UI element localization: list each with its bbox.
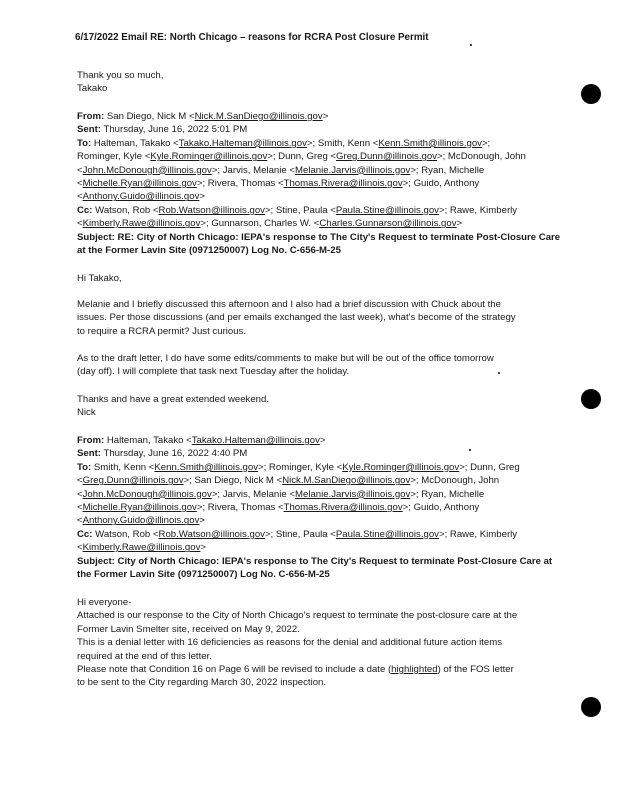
email2-subject-line2: the Former Lavin Site (0971250007) Log No. C-656-M-25 — [77, 569, 330, 581]
email1-to-line4: <Michelle.Ryan@illinois.gov>; Rivera, Thomas <Thomas.Rivera@illinois.gov>; Guido, Anthony — [77, 178, 480, 190]
email1-to-line3: <John.McDonough@illinois.gov>; Jarvis, Melanie <Melanie.Jarvis@illinois.gov>; Ryan, Michelle — [77, 164, 485, 176]
email-link[interactable]: Rob.Watson@illinois.gov — [158, 204, 265, 216]
email-link[interactable]: Thomas.Rivera@illinois.gov — [283, 502, 403, 514]
email1-to-line1: To: Halteman, Takako <Takako.Halteman@illinois.gov>; Smith, Kenn <Kenn.Smith@illinois.gov>; — [77, 137, 491, 149]
email-link[interactable]: Anthony.Guido@illinois.gov — [82, 191, 200, 203]
email-link[interactable]: Melanie.Jarvis@illinois.gov — [295, 164, 411, 176]
subject-label: Subject: — [77, 231, 115, 243]
email1-paragraph1: Melanie and I briefly discussed this afternoon and I also had a brief discussion with Chuck about the issues. Per those discussions (and per emails exchanged the last week), what's become of the strategy to require a RCRA permit? Just curious. — [77, 299, 516, 337]
email-link[interactable]: Greg.Dunn@illinois.gov — [336, 151, 437, 163]
to-label: To: — [77, 461, 92, 473]
highlighted-word: highlighted — [391, 664, 438, 676]
email-link[interactable]: Anthony.Guido@illinois.gov — [82, 515, 200, 527]
email2-to-line5: <Anthony.Guido@illinois.gov> — [77, 515, 205, 527]
email-link[interactable]: Takako.Halteman@illinois.gov — [191, 435, 320, 446]
email-link[interactable]: Kyle.Rominger@illinois.gov — [342, 461, 460, 473]
email1-sent: Sent: Thursday, June 16, 2022 5:01 PM — [77, 124, 248, 136]
email-link[interactable]: Michelle.Ryan@illinois.gov — [82, 178, 197, 190]
sent-label: Sent: — [77, 448, 101, 460]
email-link[interactable]: Kenn.Smith@illinois.gov — [154, 461, 258, 473]
page-header: 6/17/2022 Email RE: North Chicago – reasons for RCRA Post Closure Permit — [75, 32, 429, 43]
email1-cc-line1: Cc: Watson, Rob <Rob.Watson@illinois.gov>; Stine, Paula <Paula.Stine@illinois.gov>; Rawe, Kimberly — [77, 204, 518, 216]
email-link[interactable]: Rob.Watson@illinois.gov — [158, 528, 265, 540]
to-label: To: — [77, 137, 92, 149]
email-link[interactable]: Paula.Stine@illinois.gov — [335, 528, 439, 540]
email2-sent: Sent: Thursday, June 16, 2022 4:40 PM — [77, 448, 248, 460]
email1-from: From: San Diego, Nick M <Nick.M.SanDiego@illinois.gov> — [77, 111, 329, 122]
email-link[interactable]: John.McDonough@illinois.gov — [82, 488, 212, 500]
email1-subject-line2: at the Former Lavin Site (0971250007) Log No. C-656-M-25 — [77, 245, 341, 257]
email1-subject-line1: Subject: RE: City of North Chicago: IEPA's response to The City's Request to terminate Post-Closure Care — [77, 231, 561, 243]
email2-to-line4: <Michelle.Ryan@illinois.gov>; Rivera, Thomas <Thomas.Rivera@illinois.gov>; Guido, Anthony — [77, 502, 480, 514]
email2-from: From: Halteman, Takako <Takako.Halteman@illinois.gov> — [77, 435, 326, 446]
cc-label: Cc: — [77, 528, 93, 540]
email1-to-line5: <Anthony.Guido@illinois.gov> — [77, 191, 205, 203]
email-link[interactable]: Kimberly.Rawe@illinois.gov — [82, 218, 201, 230]
email2-cc-line1: Cc: Watson, Rob <Rob.Watson@illinois.gov>; Stine, Paula <Paula.Stine@illinois.gov>; Rawe, Kimberly — [77, 528, 518, 540]
email2-to-line1: To: Smith, Kenn <Kenn.Smith@illinois.gov>; Rominger, Kyle <Kyle.Rominger@illinois.gov>; Dunn, Greg — [77, 461, 520, 473]
email1-cc-line2: <Kimberly.Rawe@illinois.gov>; Gunnarson, Charles W. <Charles.Gunnarson@illinois.gov> — [77, 218, 463, 230]
email2-greeting: Hi everyone- — [77, 597, 132, 608]
sent-label: Sent: — [77, 124, 101, 136]
email-link[interactable]: John.McDonough@illinois.gov — [82, 164, 212, 176]
punch-hole-middle — [581, 389, 601, 409]
email-link[interactable]: Thomas.Rivera@illinois.gov — [283, 178, 403, 190]
email1-signoff: Thanks and have a great extended weekend. Nick — [77, 394, 270, 419]
email2-header — [77, 434, 557, 581]
email-link[interactable]: Kyle.Rominger@illinois.gov — [150, 151, 268, 163]
reply-thanks: Thank you so much, — [77, 70, 164, 81]
email2-to-line3: <John.McDonough@illinois.gov>; Jarvis, Melanie <Melanie.Jarvis@illinois.gov>; Ryan, Michelle — [77, 488, 485, 500]
email-link[interactable]: Takako.Halteman@illinois.gov — [178, 137, 307, 149]
scan-speck — [470, 44, 472, 46]
email-link[interactable]: Nick.M.SanDiego@illinois.gov — [282, 475, 411, 487]
email1-to-line2: Rominger, Kyle <Kyle.Rominger@illinois.gov>; Dunn, Greg <Greg.Dunn@illinois.gov>; McDonough, John — [77, 151, 526, 163]
reply-closing — [77, 69, 557, 96]
email-link[interactable]: Melanie.Jarvis@illinois.gov — [295, 488, 411, 500]
email2-body: Hi everyone- Attached is our response to the City of North Chicago's request to terminate the post-closure care at the Former Lavin Smelter site, received on May 9, 2022. This is a denial letter with 16 deficiencies as reasons for the denial and additional future action items required at the end of this letter. Please note that Condition 16 on Page 6 will be revised to include a date (highlighted) of the FOS letter to be sent to the City regarding March 30, 2022 inspection. — [77, 596, 557, 690]
email2-cc-line2: <Kimberly.Rawe@illinois.gov> — [77, 542, 207, 554]
email-link[interactable]: Kenn.Smith@illinois.gov — [378, 137, 482, 149]
email-link[interactable]: Paula.Stine@illinois.gov — [335, 204, 439, 216]
cc-label: Cc: — [77, 204, 93, 216]
email1-body — [77, 272, 557, 285]
subject-label: Subject: — [77, 555, 115, 567]
punch-hole-bottom — [581, 697, 601, 717]
email1-paragraph2: As to the draft letter, I do have some edits/comments to make but will be out of the office tomorrow (day off). I will complete that task next Tuesday after the holiday. — [77, 353, 494, 378]
email1-greeting: Hi Takako, — [77, 273, 122, 284]
email1-header — [77, 110, 561, 257]
email2-note-line1: Please note that Condition 16 on Page 6 will be revised to include a date (highlighted) of the FOS letter — [77, 664, 514, 676]
from-label: From: — [77, 435, 105, 446]
email2-to-line2: <Greg.Dunn@illinois.gov>; San Diego, Nick M <Nick.M.SanDiego@illinois.gov>; McDonough, John — [77, 475, 500, 487]
email-link[interactable]: Nick.M.SanDiego@illinois.gov — [194, 111, 323, 122]
email-link[interactable]: Kimberly.Rawe@illinois.gov — [82, 542, 201, 554]
email2-subject-line1: Subject: City of North Chicago: IEPA's response to The City's Request to terminate Post-Closure Care at — [77, 555, 553, 567]
email-link[interactable]: Michelle.Ryan@illinois.gov — [82, 502, 197, 514]
email-link[interactable]: Charles.Gunnarson@illinois.gov — [319, 218, 457, 230]
email-link[interactable]: Greg.Dunn@illinois.gov — [82, 475, 184, 487]
from-label: From: — [77, 111, 105, 122]
punch-hole-top — [581, 84, 601, 104]
reply-signature: Takako — [77, 83, 108, 95]
